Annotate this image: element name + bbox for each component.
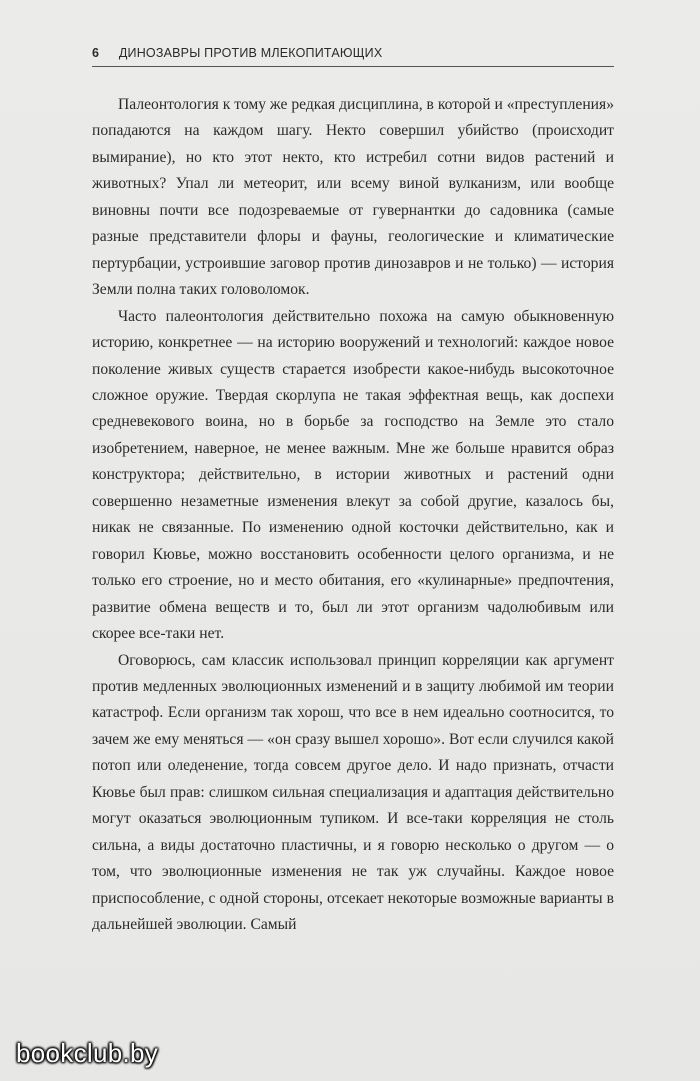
paragraph-1: Палеонтология к тому же редкая дисциплина, в которой и «преступления» попадаются на каждом шагу. Некто совершил убийство (происходит вымирание), но кто этот некто, кто истребил сотни видов растений и животных? Упал ли метеорит, или всему виной вулканизм, или вообще виновны почти все подозреваемые от гувернантки до садовника (самые разные представители флоры и фауны, геологические и климатические пертурбации, устроившие заговор против динозавров и не только) — история Земли полна таких головоломок. xyxy=(92,96,614,299)
watermark: bookclub.by xyxy=(16,1038,159,1068)
body-text xyxy=(92,92,614,939)
running-title: ДИНОЗАВРЫ ПРОТИВ МЛЕКОПИТАЮЩИХ xyxy=(118,46,383,60)
paragraph-3: Оговорюсь, сам классик использовал принцип корреляции как аргумент против медленных эволюционных изменений и в защиту любимой им теории катастроф. Если организм так хорош, что все в нем идеально соотносится, то зачем же ему меняться — «он сразу вышел хорошо». Вот если случился какой потоп или оледенение, тогда совсем другое дело. И надо признать, отчасти Кювье был прав: слишком сильная специализация и адаптация действительно могут оказаться эволюционным тупиком. И все-таки корреляция не столь сильна, а виды достаточно пластичны, и я говорю несколько о другом — о том, что эволюционные изменения не так уж случайны. Каждое новое приспособление, с одной стороны, отсекает некоторые возможные варианты в дальнейшей эволюции. Самый xyxy=(92,651,614,934)
paragraph-2: Часто палеонтология действительно похожа на самую обыкновенную историю, конкретнее — на историю вооружений и технологий: каждое новое поколение живых существ старается изобрести какое-нибудь высокоточное сложное оружие. Твердая скорлупа не такая эффектная вещь, как доспехи средневекового воина, но в борьбе за господство на Земле это стало изобретением, наверное, не менее важным. Мне же больше нравится образ конструктора; действительно, в истории животных и растений одни совершенно незаметные изменения влекут за собой другие, казалось бы, никак не связанные. По изменению одной косточки действительно, как и говорил Кювье, можно восстановить особенности целого организма, и не только его строение, но и место обитания, его «кулинарные» предпочтения, развитие обмена веществ и то, был ли этот организм чадолюбивым или скорее все-таки нет. xyxy=(92,307,614,643)
page-number: 6 xyxy=(92,46,100,60)
header-rule xyxy=(92,66,614,67)
